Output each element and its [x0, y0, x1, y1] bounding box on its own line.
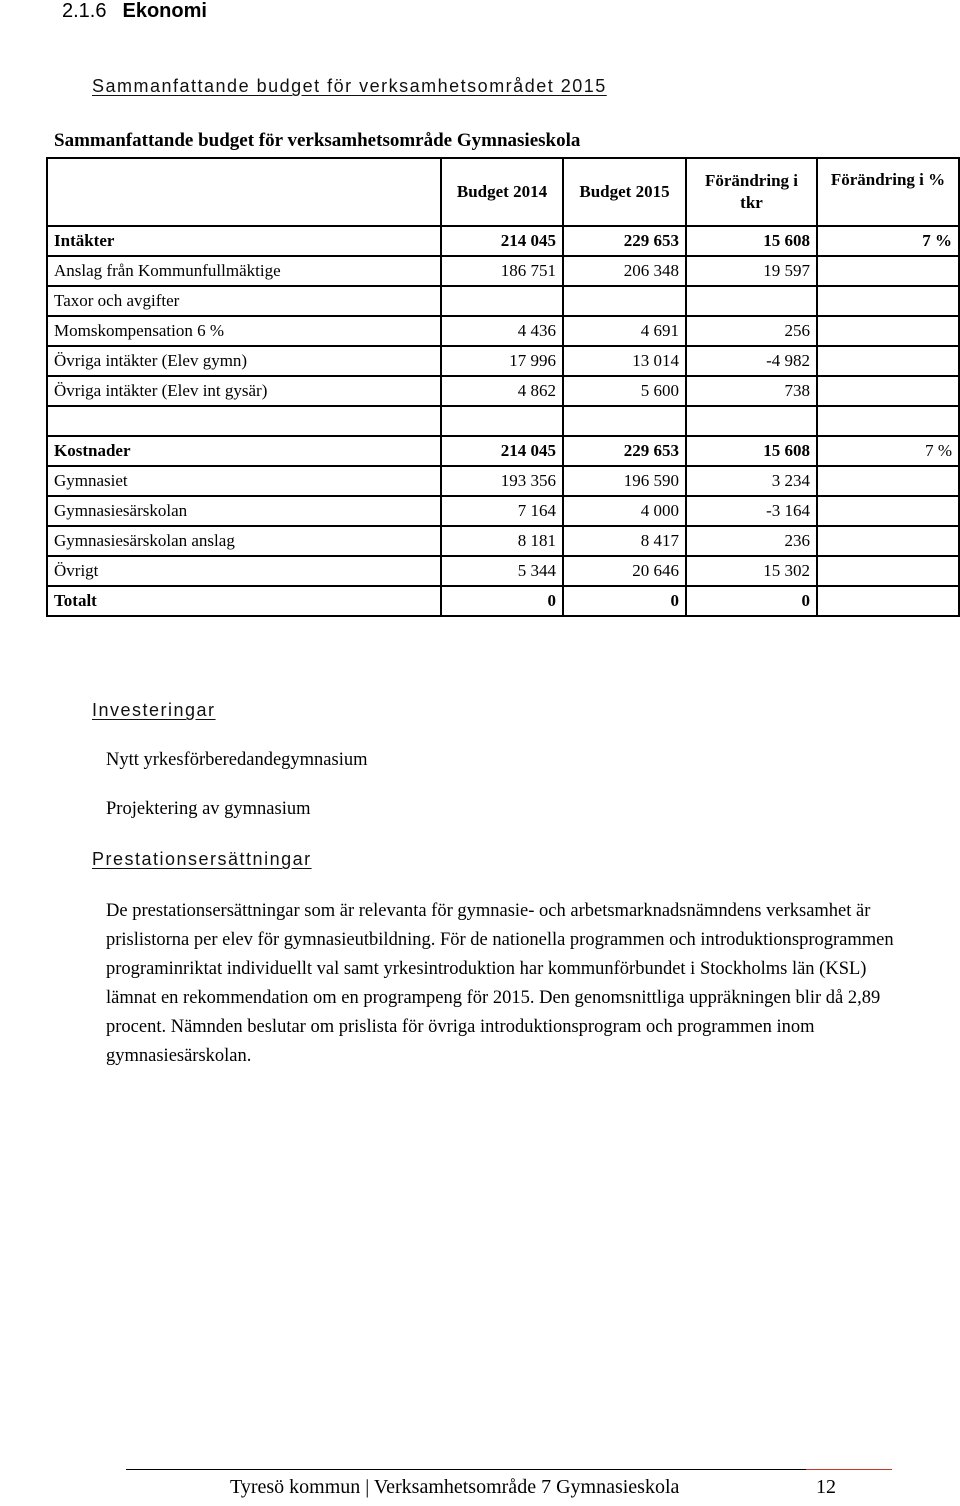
cell-change-tkr: 236 [686, 526, 817, 556]
cell-budget-2015: 4 691 [563, 316, 686, 346]
cell-budget-2014: 4 862 [441, 376, 563, 406]
heading-title: Ekonomi [122, 0, 207, 22]
table-row [47, 436, 959, 466]
cell-budget-2014: 193 356 [441, 466, 563, 496]
footer-divider [126, 1469, 892, 1470]
table-row [47, 466, 959, 496]
row-label: Intäkter [47, 226, 441, 256]
header-cell: Budget 2014 [441, 158, 563, 226]
section-heading [62, 0, 207, 24]
table-header-row [47, 158, 959, 226]
row-label [47, 406, 441, 436]
cell-budget-2015: 5 600 [563, 376, 686, 406]
cell-change-tkr: -3 164 [686, 496, 817, 526]
cell-budget-2015: 20 646 [563, 556, 686, 586]
footer-accent-line [806, 1469, 892, 1470]
cell-budget-2014: 4 436 [441, 316, 563, 346]
investments-title: Investeringar [92, 700, 216, 720]
row-label: Gymnasiesärskolan anslag [47, 526, 441, 556]
cell-change-pct [817, 496, 959, 526]
table-row-total [47, 586, 959, 616]
table-row [47, 286, 959, 316]
cell-change-pct [817, 586, 959, 616]
cell-budget-2014: 214 045 [441, 436, 563, 466]
cell-budget-2014 [441, 286, 563, 316]
cell-change-pct [817, 346, 959, 376]
page-number: 12 [816, 1476, 836, 1498]
table-row [47, 256, 959, 286]
page-footer [230, 1476, 836, 1499]
table-row [47, 496, 959, 526]
cell-change-tkr: 0 [686, 586, 817, 616]
cell-change-tkr: 15 608 [686, 226, 817, 256]
cell-change-pct [817, 256, 959, 286]
cell-budget-2014: 17 996 [441, 346, 563, 376]
row-label: Totalt [47, 586, 441, 616]
cell-budget-2015: 8 417 [563, 526, 686, 556]
row-label: Gymnasiet [47, 466, 441, 496]
cell-budget-2014: 8 181 [441, 526, 563, 556]
table-row [47, 226, 959, 256]
table-row [47, 346, 959, 376]
table-row [47, 376, 959, 406]
cell-budget-2015: 229 653 [563, 436, 686, 466]
cell-change-tkr: 256 [686, 316, 817, 346]
table-row [47, 556, 959, 586]
cell-change-tkr [686, 406, 817, 436]
row-label: Momskompensation 6 % [47, 316, 441, 346]
cell-change-tkr: 19 597 [686, 256, 817, 286]
cell-change-pct [817, 286, 959, 316]
cell-change-pct [817, 376, 959, 406]
row-label: Anslag från Kommunfullmäktige [47, 256, 441, 286]
cell-change-tkr: 15 608 [686, 436, 817, 466]
cell-budget-2014 [441, 406, 563, 436]
cell-change-tkr: -4 982 [686, 346, 817, 376]
cell-budget-2015: 0 [563, 586, 686, 616]
cell-budget-2015 [563, 286, 686, 316]
investment-item: Nytt yrkesförberedandegymnasium [106, 750, 368, 770]
header-cell: Förändring i tkr [686, 158, 817, 226]
investment-item: Projektering av gymnasium [106, 799, 311, 819]
heading-number: 2.1.6 [62, 0, 107, 22]
cell-change-pct [817, 526, 959, 556]
table-caption: Sammanfattande budget för verksamhetsområde Gymnasieskola [54, 130, 581, 151]
performance-title: Prestationsersättningar [92, 849, 312, 869]
cell-budget-2015: 206 348 [563, 256, 686, 286]
cell-change-pct [817, 466, 959, 496]
cell-change-pct: 7 % [817, 436, 959, 466]
cell-budget-2015: 229 653 [563, 226, 686, 256]
header-cell: Budget 2015 [563, 158, 686, 226]
footer-text: Tyresö kommun | Verksamhetsområde 7 Gymnasieskola [230, 1476, 680, 1498]
row-label: Övrigt [47, 556, 441, 586]
cell-change-tkr [686, 286, 817, 316]
cell-budget-2014: 186 751 [441, 256, 563, 286]
row-label: Kostnader [47, 436, 441, 466]
section-title: Sammanfattande budget för verksamhetsområdet 2015 [92, 76, 607, 96]
cell-budget-2015 [563, 406, 686, 436]
cell-change-pct: 7 % [817, 226, 959, 256]
row-label: Gymnasiesärskolan [47, 496, 441, 526]
cell-budget-2014: 0 [441, 586, 563, 616]
table-row [47, 526, 959, 556]
cell-change-pct [817, 556, 959, 586]
header-cell: Förändring i % [817, 158, 959, 226]
cell-change-tkr: 15 302 [686, 556, 817, 586]
cell-budget-2014: 214 045 [441, 226, 563, 256]
row-label: Taxor och avgifter [47, 286, 441, 316]
row-label: Övriga intäkter (Elev int gysär) [47, 376, 441, 406]
cell-budget-2015: 13 014 [563, 346, 686, 376]
table-row [47, 316, 959, 346]
cell-change-pct [817, 316, 959, 346]
cell-change-tkr: 3 234 [686, 466, 817, 496]
cell-budget-2015: 4 000 [563, 496, 686, 526]
cell-budget-2014: 7 164 [441, 496, 563, 526]
cell-budget-2015: 196 590 [563, 466, 686, 496]
cell-change-pct [817, 406, 959, 436]
row-label: Övriga intäkter (Elev gymn) [47, 346, 441, 376]
header-cell [47, 158, 441, 226]
cell-change-tkr: 738 [686, 376, 817, 406]
budget-table [46, 157, 960, 617]
table-row-blank [47, 406, 959, 436]
cell-budget-2014: 5 344 [441, 556, 563, 586]
performance-paragraph: De prestationsersättningar som är relevanta för gymnasie- och arbetsmarknadsnämndens verksamhet är prislistorna per elev för gymnasieutbildning. För de nationella programmen och introduktionsprogrammen programinriktat individuellt val samt yrkesintroduktion har kommunförbundet i Stockholms län (KSL) lämnat en rekommendation om en programpeng för 2015. Den genomsnittliga uppräkningen blir då 2,89 procent. Nämnden beslutar om prislista för övriga introduktionsprogram och programmen inom gymnasiesärskolan. [106, 901, 894, 1066]
